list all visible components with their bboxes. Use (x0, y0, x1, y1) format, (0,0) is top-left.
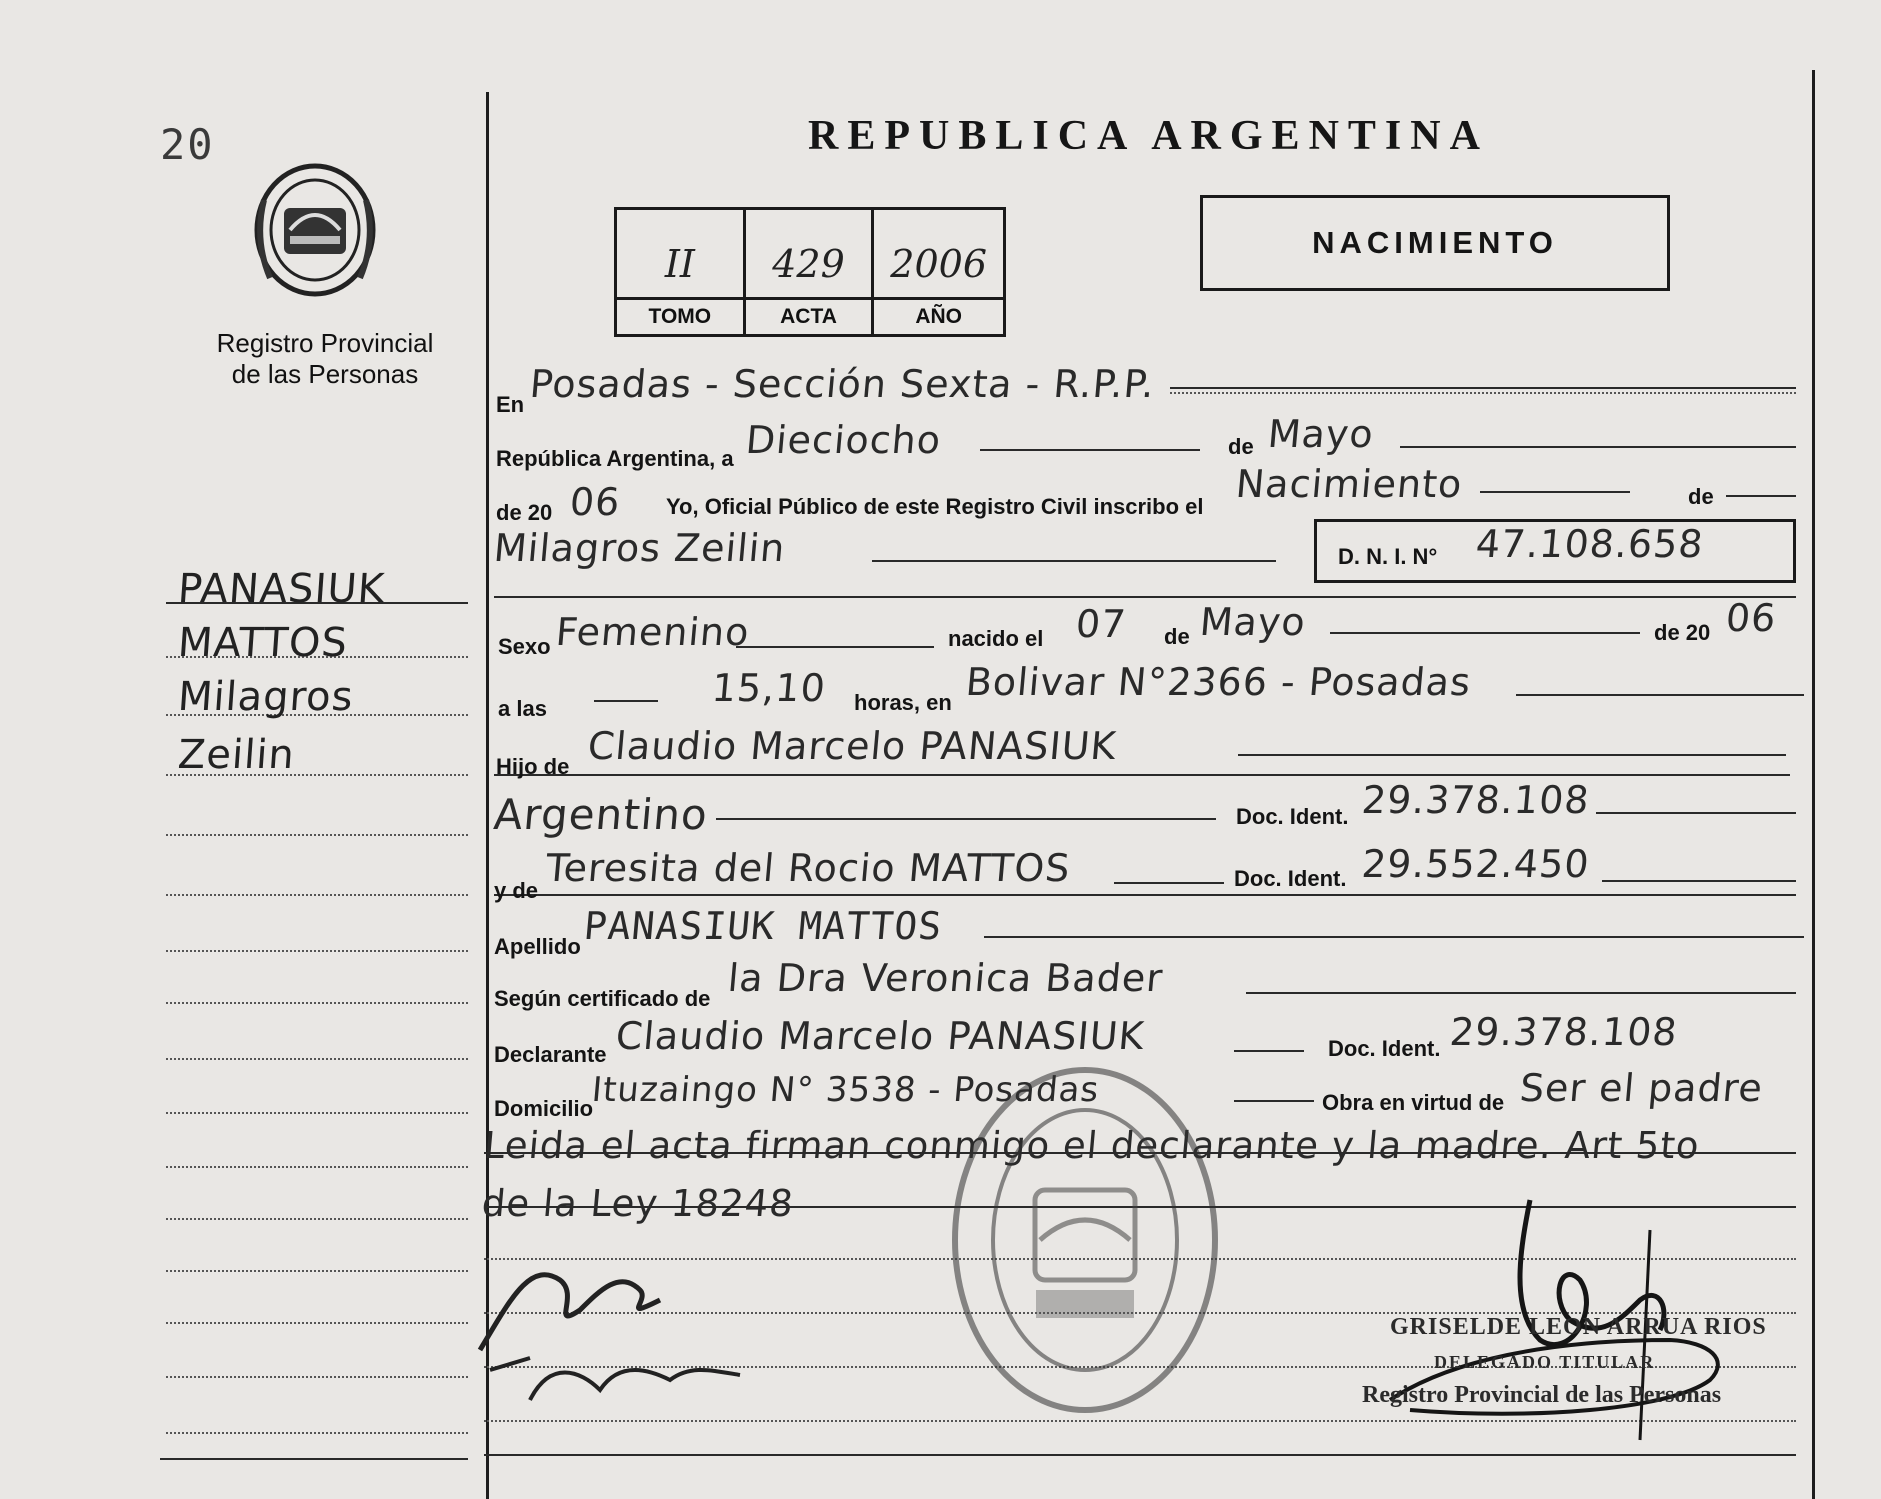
form-line (1516, 694, 1804, 696)
form-line (1234, 1100, 1314, 1102)
form-section-line (494, 774, 1790, 776)
label-declarante: Declarante (494, 1042, 607, 1067)
form-line (1330, 632, 1640, 634)
label-y-de: y de (494, 878, 539, 903)
side-dotted-line (166, 834, 468, 836)
entry-hecho: Nacimiento (1234, 462, 1465, 506)
entry-apellido: PANASIUK MATTOS (582, 904, 945, 948)
signature-left-icon (470, 1240, 770, 1420)
entry-nacido-dia: 07 (1074, 602, 1129, 646)
entry-ano-suffix: 06 (568, 480, 623, 524)
entry-certificado: la Dra Veronica Bader (726, 956, 1165, 1000)
entry-sexo: Femenino (554, 610, 752, 654)
label-de-right: de (1688, 484, 1714, 509)
provincial-seal-icon (250, 160, 380, 300)
acta-value: 429 (746, 210, 875, 300)
entry-nacionalidad: Argentino (491, 790, 710, 839)
label-de-20: de 20 (496, 500, 553, 525)
side-bottom-line (160, 1458, 468, 1460)
entry-dia: Dieciocho (744, 418, 944, 462)
label-de-mes: de (1164, 624, 1190, 649)
form-line (1602, 880, 1796, 882)
form-line (1238, 754, 1786, 756)
label-hijo-de: Hijo de (496, 754, 570, 779)
form-line (1596, 812, 1796, 814)
form-line (980, 449, 1200, 451)
entry-nacido-ano: 06 (1724, 596, 1779, 640)
label-apellido: Apellido (494, 934, 581, 959)
label-horas-en: horas, en (854, 690, 952, 715)
side-given-1: Milagros (176, 674, 356, 720)
form-line (1400, 446, 1796, 448)
form-line (872, 560, 1276, 562)
tomo-label: TOMO (617, 300, 746, 334)
entry-madre-doc: 29.552.450 (1360, 842, 1592, 886)
side-dotted-line (166, 1376, 468, 1378)
entry-nota-2: de la Ley 18248 (480, 1182, 796, 1225)
side-dotted-line (166, 1322, 468, 1324)
official-stamp-icon (940, 1040, 1230, 1420)
form-line (1246, 992, 1796, 994)
entry-lugar-nac: Bolivar N°2366 - Posadas (964, 660, 1473, 704)
side-dotted-line (166, 1166, 468, 1168)
delegate-agency: Registro Provincial de las Personas (1362, 1382, 1722, 1408)
form-line (1726, 495, 1796, 497)
side-dotted-line (166, 1270, 468, 1272)
form-line (984, 936, 1804, 938)
entry-padre-doc: 29.378.108 (1360, 778, 1592, 822)
form-line (716, 818, 1216, 820)
side-dotted-line (166, 1218, 468, 1220)
entry-madre: Teresita del Rocio MATTOS (544, 846, 1073, 890)
label-doc-ident-3: Doc. Ident. (1328, 1036, 1441, 1061)
tomo-value: II (617, 210, 746, 300)
side-dotted-line (166, 1432, 468, 1434)
label-yo-oficial: Yo, Oficial Público de este Registro Civil inscribo el (666, 494, 1204, 519)
entry-padre: Claudio Marcelo PANASIUK (586, 724, 1119, 768)
side-dotted-line (166, 1112, 468, 1114)
form-line (1480, 491, 1630, 493)
side-given-2: Zeilin (176, 732, 297, 778)
entry-declarante-doc: 29.378.108 (1448, 1010, 1680, 1054)
registry-name (190, 328, 460, 390)
entry-nombre: Milagros Zeilin (492, 526, 788, 570)
label-sexo: Sexo (498, 634, 551, 659)
label-de: de (1228, 434, 1254, 459)
entry-dni: 47.108.658 (1474, 522, 1706, 566)
registry-line-1: Registro Provincial (216, 328, 434, 358)
country-title: REPUBLICA ARGENTINA (808, 113, 1489, 159)
label-de-20b: de 20 (1654, 620, 1711, 645)
ano-label: AÑO (915, 305, 962, 328)
form-section-line (494, 894, 1796, 896)
label-republica: República Argentina, a (496, 446, 734, 471)
label-dni: D. N. I. N° (1338, 544, 1438, 569)
label-doc-ident-1: Doc. Ident. (1236, 804, 1349, 829)
record-type-box: NACIMIENTO (1200, 195, 1670, 291)
label-en: En (496, 392, 525, 417)
label-doc-ident-2: Doc. Ident. (1234, 866, 1347, 891)
form-line (594, 700, 658, 702)
entry-mes: Mayo (1266, 412, 1376, 456)
entry-nacido-mes: Mayo (1198, 600, 1308, 644)
form-dotted-line (1170, 392, 1796, 394)
registry-box (614, 207, 1006, 337)
side-dotted-line (166, 894, 468, 896)
label-segun: Según certificado de (494, 986, 711, 1011)
delegate-title: DELEGADO TITULAR (1434, 1352, 1656, 1372)
label-a-las: a las (498, 696, 547, 721)
side-surname-2: MATTOS (176, 620, 350, 666)
label-obra: Obra en virtud de (1322, 1090, 1505, 1115)
entry-declarante: Claudio Marcelo PANASIUK (614, 1014, 1147, 1058)
form-line (1234, 1050, 1304, 1052)
form-bottom-line (484, 1454, 1796, 1456)
form-line (736, 646, 934, 648)
label-nacido-el: nacido el (948, 626, 1044, 651)
ano-value: 2006 (874, 210, 1003, 300)
registry-line-2: de las Personas (231, 359, 419, 389)
entry-nota-1: Leida el acta firman conmigo el declarante y la madre. Art 5to (482, 1124, 1702, 1167)
right-border (1812, 70, 1815, 1499)
entry-hora: 15,10 (710, 666, 828, 710)
side-dotted-line (166, 1058, 468, 1060)
side-dotted-line (166, 1002, 468, 1004)
acta-label: ACTA (746, 300, 875, 334)
label-domicilio: Domicilio (494, 1096, 594, 1121)
side-surname-1: PANASIUK (176, 566, 387, 612)
entry-domicilio: Ituzaingo N° 3538 - Posadas (590, 1070, 1101, 1110)
entry-lugar: Posadas - Sección Sexta - R.P.P. (528, 362, 1157, 406)
folio-number: 20 (160, 120, 215, 169)
form-line (1114, 882, 1224, 884)
form-section-line (494, 596, 1796, 598)
delegate-name: GRISELDE LEON ARRUA RIOS (1390, 1314, 1767, 1340)
side-dotted-line (166, 950, 468, 952)
form-line (1170, 387, 1796, 389)
entry-obra: Ser el padre (1518, 1066, 1765, 1110)
